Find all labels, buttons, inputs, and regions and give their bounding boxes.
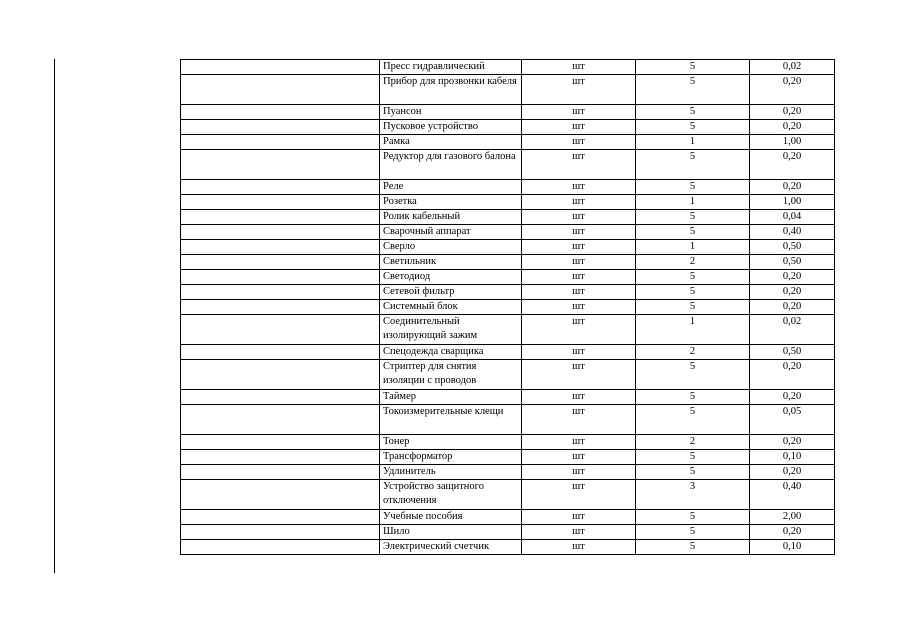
table-row <box>181 195 835 210</box>
quantity-cell: 5 <box>636 360 750 390</box>
item-name-cell: Сварочный аппарат <box>380 225 522 240</box>
quantity-cell: 5 <box>636 285 750 300</box>
table-row <box>181 360 835 390</box>
item-name-cell: Стриптер для снятия изоляции с проводов <box>380 360 522 390</box>
value-cell: 0,02 <box>750 60 835 75</box>
value-cell: 0,50 <box>750 345 835 360</box>
value-cell: 0,50 <box>750 255 835 270</box>
row-blank-cell <box>181 300 380 315</box>
quantity-cell: 5 <box>636 465 750 480</box>
unit-cell: шт <box>522 270 636 285</box>
value-cell: 0,20 <box>750 525 835 540</box>
quantity-cell: 5 <box>636 450 750 465</box>
value-cell: 0,05 <box>750 405 835 435</box>
value-cell: 0,20 <box>750 105 835 120</box>
row-blank-cell <box>181 480 380 510</box>
table-row <box>181 345 835 360</box>
row-blank-cell <box>181 465 380 480</box>
row-blank-cell <box>181 105 380 120</box>
row-blank-cell <box>181 270 380 285</box>
unit-cell: шт <box>522 180 636 195</box>
value-cell: 0,20 <box>750 150 835 180</box>
table-row <box>181 180 835 195</box>
row-blank-cell <box>181 60 380 75</box>
item-name-cell: Светильник <box>380 255 522 270</box>
value-cell: 2,00 <box>750 510 835 525</box>
value-cell: 0,04 <box>750 210 835 225</box>
table-row <box>181 135 835 150</box>
item-name-cell: Редуктор для газового балона <box>380 150 522 180</box>
unit-cell: шт <box>522 105 636 120</box>
item-name-cell: Сетевой фильтр <box>380 285 522 300</box>
item-name-cell: Токоизмерительные клещи <box>380 405 522 435</box>
quantity-cell: 5 <box>636 405 750 435</box>
unit-cell: шт <box>522 60 636 75</box>
unit-cell: шт <box>522 405 636 435</box>
unit-cell: шт <box>522 360 636 390</box>
item-name-cell: Таймер <box>380 390 522 405</box>
quantity-cell: 5 <box>636 180 750 195</box>
row-blank-cell <box>181 510 380 525</box>
unit-cell: шт <box>522 255 636 270</box>
item-name-cell: Системный блок <box>380 300 522 315</box>
item-name-cell: Шило <box>380 525 522 540</box>
quantity-cell: 5 <box>636 150 750 180</box>
unit-cell: шт <box>522 240 636 255</box>
quantity-cell: 5 <box>636 510 750 525</box>
quantity-cell: 5 <box>636 225 750 240</box>
item-name-cell: Спецодежда сварщика <box>380 345 522 360</box>
value-cell: 0,40 <box>750 480 835 510</box>
unit-cell: шт <box>522 510 636 525</box>
unit-cell: шт <box>522 225 636 240</box>
quantity-cell: 5 <box>636 210 750 225</box>
quantity-cell: 1 <box>636 195 750 210</box>
value-cell: 0,20 <box>750 180 835 195</box>
table-row <box>181 120 835 135</box>
item-name-cell: Розетка <box>380 195 522 210</box>
item-name-cell: Учебные пособия <box>380 510 522 525</box>
value-cell: 1,00 <box>750 135 835 150</box>
row-blank-cell <box>181 195 380 210</box>
quantity-cell: 2 <box>636 345 750 360</box>
value-cell: 0,20 <box>750 390 835 405</box>
item-name-cell: Трансформатор <box>380 450 522 465</box>
row-blank-cell <box>181 390 380 405</box>
row-blank-cell <box>181 345 380 360</box>
quantity-cell: 2 <box>636 435 750 450</box>
row-blank-cell <box>181 150 380 180</box>
item-name-cell: Соединительный изолирующий зажим <box>380 315 522 345</box>
item-name-cell: Сверло <box>380 240 522 255</box>
row-blank-cell <box>181 210 380 225</box>
table-row <box>181 225 835 240</box>
table-row <box>181 210 835 225</box>
row-blank-cell <box>181 225 380 240</box>
table-row <box>181 255 835 270</box>
row-blank-cell <box>181 75 380 105</box>
table-row <box>181 105 835 120</box>
item-name-cell: Ролик кабельный <box>380 210 522 225</box>
item-name-cell: Пусковое устройство <box>380 120 522 135</box>
table-row <box>181 525 835 540</box>
unit-cell: шт <box>522 345 636 360</box>
left-margin-line <box>54 59 55 573</box>
item-name-cell: Устройство защитного отключения <box>380 480 522 510</box>
item-name-cell: Тонер <box>380 435 522 450</box>
value-cell: 0,20 <box>750 300 835 315</box>
table-row <box>181 240 835 255</box>
table-row <box>181 390 835 405</box>
quantity-cell: 3 <box>636 480 750 510</box>
unit-cell: шт <box>522 285 636 300</box>
equipment-table <box>180 59 835 555</box>
quantity-cell: 5 <box>636 390 750 405</box>
quantity-cell: 5 <box>636 300 750 315</box>
value-cell: 0,20 <box>750 465 835 480</box>
value-cell: 0,20 <box>750 270 835 285</box>
value-cell: 0,20 <box>750 75 835 105</box>
table-row <box>181 480 835 510</box>
table-row <box>181 300 835 315</box>
quantity-cell: 5 <box>636 540 750 555</box>
value-cell: 0,10 <box>750 540 835 555</box>
value-cell: 0,10 <box>750 450 835 465</box>
table-row <box>181 405 835 435</box>
value-cell: 0,02 <box>750 315 835 345</box>
quantity-cell: 5 <box>636 120 750 135</box>
quantity-cell: 2 <box>636 255 750 270</box>
item-name-cell: Удлинитель <box>380 465 522 480</box>
item-name-cell: Пресс гидравлический <box>380 60 522 75</box>
row-blank-cell <box>181 360 380 390</box>
unit-cell: шт <box>522 465 636 480</box>
equipment-table-body <box>181 60 835 555</box>
quantity-cell: 5 <box>636 525 750 540</box>
row-blank-cell <box>181 180 380 195</box>
value-cell: 1,00 <box>750 195 835 210</box>
value-cell: 0,20 <box>750 285 835 300</box>
unit-cell: шт <box>522 540 636 555</box>
table-row <box>181 540 835 555</box>
row-blank-cell <box>181 525 380 540</box>
row-blank-cell <box>181 135 380 150</box>
quantity-cell: 5 <box>636 75 750 105</box>
value-cell: 0,50 <box>750 240 835 255</box>
table-row <box>181 435 835 450</box>
value-cell: 0,20 <box>750 435 835 450</box>
unit-cell: шт <box>522 480 636 510</box>
quantity-cell: 5 <box>636 105 750 120</box>
unit-cell: шт <box>522 195 636 210</box>
value-cell: 0,20 <box>750 360 835 390</box>
item-name-cell: Рамка <box>380 135 522 150</box>
table-row <box>181 75 835 105</box>
quantity-cell: 1 <box>636 135 750 150</box>
row-blank-cell <box>181 435 380 450</box>
row-blank-cell <box>181 255 380 270</box>
table-row <box>181 270 835 285</box>
unit-cell: шт <box>522 135 636 150</box>
unit-cell: шт <box>522 150 636 180</box>
unit-cell: шт <box>522 120 636 135</box>
row-blank-cell <box>181 540 380 555</box>
table-row <box>181 450 835 465</box>
unit-cell: шт <box>522 435 636 450</box>
table-row <box>181 510 835 525</box>
unit-cell: шт <box>522 450 636 465</box>
item-name-cell: Пуансон <box>380 105 522 120</box>
row-blank-cell <box>181 450 380 465</box>
item-name-cell: Прибор для прозвонки кабеля <box>380 75 522 105</box>
unit-cell: шт <box>522 300 636 315</box>
quantity-cell: 5 <box>636 60 750 75</box>
item-name-cell: Электрический счетчик <box>380 540 522 555</box>
table-row <box>181 150 835 180</box>
table-row <box>181 60 835 75</box>
unit-cell: шт <box>522 75 636 105</box>
row-blank-cell <box>181 240 380 255</box>
row-blank-cell <box>181 405 380 435</box>
unit-cell: шт <box>522 315 636 345</box>
table-row <box>181 315 835 345</box>
row-blank-cell <box>181 285 380 300</box>
table-row <box>181 285 835 300</box>
table-row <box>181 465 835 480</box>
item-name-cell: Реле <box>380 180 522 195</box>
quantity-cell: 5 <box>636 270 750 285</box>
unit-cell: шт <box>522 390 636 405</box>
value-cell: 0,20 <box>750 120 835 135</box>
value-cell: 0,40 <box>750 225 835 240</box>
unit-cell: шт <box>522 210 636 225</box>
row-blank-cell <box>181 315 380 345</box>
row-blank-cell <box>181 120 380 135</box>
quantity-cell: 1 <box>636 240 750 255</box>
quantity-cell: 1 <box>636 315 750 345</box>
item-name-cell: Светодиод <box>380 270 522 285</box>
unit-cell: шт <box>522 525 636 540</box>
